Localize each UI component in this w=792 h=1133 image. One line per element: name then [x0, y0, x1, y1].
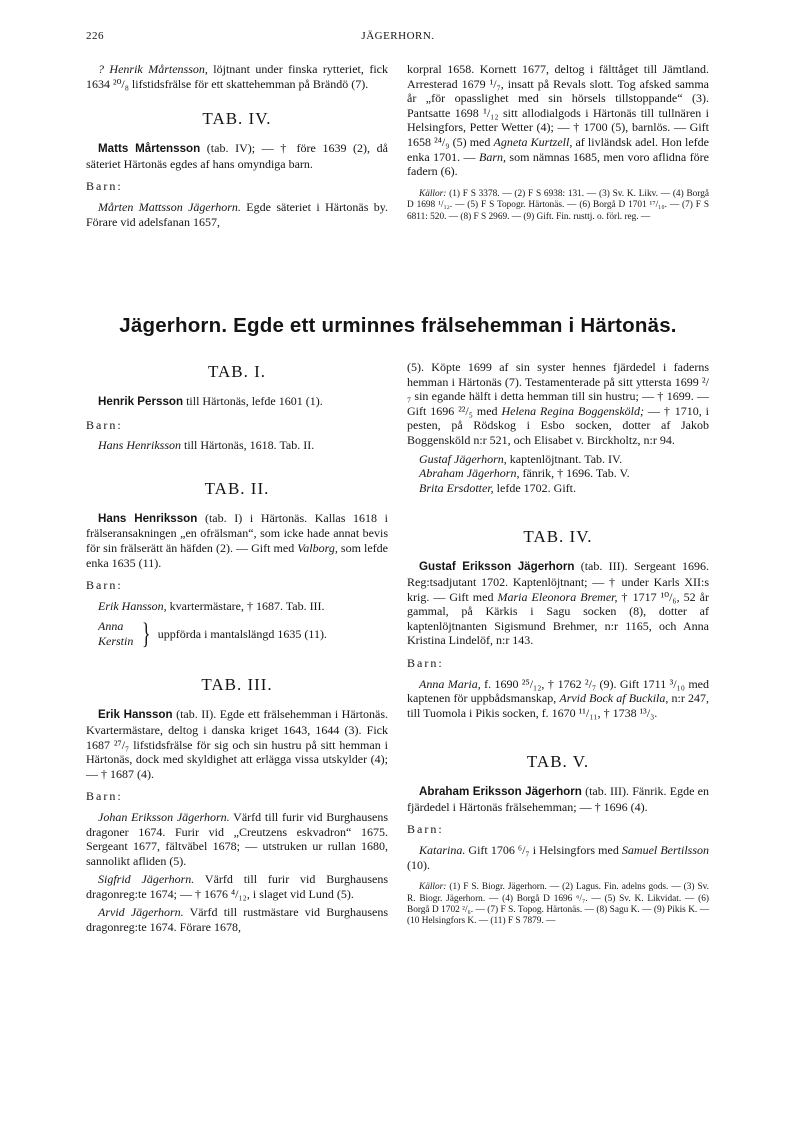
entry-text: som nämnas 1685, men voro aflidna före fadern (6). [407, 149, 710, 179]
entry-text: (tab. III). Fänrik. Egde en fjärdedel i Härtonäs frälsehemman; — † 1696 (4). [407, 784, 709, 814]
entry-text: till Härtonäs, 1618. Tab. II. [181, 438, 315, 453]
johan-entry [86, 810, 388, 868]
brace-names [98, 619, 133, 649]
entry-text: till Härtonäs, lefde 1601 (1). [183, 394, 323, 408]
entry-text: Värfd till rustmästare vid Burghausens dragonreg:te 1674. Förare 1678, [86, 905, 388, 935]
sigfrid-entry [86, 872, 388, 901]
entry-text: fänrik, † 1696. Tab. V. [519, 466, 630, 481]
erik-hansson-child [86, 599, 388, 614]
person-name: Matts Mårtensson [98, 142, 201, 156]
person-name: Katarina. [419, 843, 466, 858]
person-name: Maria Eleonora Bremer, [497, 589, 618, 604]
entry-text: f. 1690 ²⁵/₁₂, † 1762 ²/₇ (9). Gift 1711 ³/₁₀ med kaptenen för uppbådsmanskap, [407, 676, 709, 706]
sources-text: (1) F S. Biogr. Jägerhorn. — (2) Lagus. Fin. adelns gods. — (3) Sv. R. Biogr. Jägerhorn. — (4) Borgå D 1696 ⁶/₇. — (5) Sv. K. Likvidat. — (6) Borgå D 1702 ²/₆. — (7) F S. Topog. Härtonäs. — (8) Sagu K. — (9) Pikis K. — (10 Helsingfors K. — (11) F S 7879. — [407, 882, 709, 927]
person-name: Brita Ersdotter, [419, 480, 494, 495]
entry-text: som lefde enka 1635 (11). [86, 540, 388, 570]
children-label: Barn: [86, 179, 123, 194]
children-label: Barn: [407, 822, 444, 837]
person-name: Hans Henriksson [98, 511, 198, 525]
running-title: JÄGERHORN. [361, 30, 435, 42]
henrik-martensson-entry [86, 62, 388, 91]
gustaf-eriksson-entry [407, 559, 709, 648]
abraham-eriksson-entry [407, 784, 709, 814]
person-name: Anna [98, 619, 124, 634]
entry-text: uppförda i mantalslängd 1635 (11). [157, 627, 327, 642]
person-name: ? Henrik Mårtensson, [98, 62, 208, 76]
page-number: 226 [86, 30, 104, 42]
entry-text: Värfd till furir vid Burghausens dragoner 1674. Furir vid „Creutzens eskvadron“ 1675. Sergeant 1677, fältväbel 1678; — utstruken ur rullan 1680, sannolikt afliden (5). [86, 809, 388, 868]
person-name: Abraham Eriksson Jägerhorn [419, 785, 582, 799]
sources-label: Källor: [419, 882, 447, 893]
entry-text: kaptenlöjtnant. [506, 451, 582, 466]
family-title: Jägerhorn. Egde ett urminnes frälsehemman i Härtonäs. [119, 314, 677, 337]
children-label: Barn: [407, 655, 444, 670]
entry-text: Tab. IV. [581, 451, 623, 466]
erik-hansson-entry [86, 707, 388, 781]
anna-maria-entry [407, 677, 709, 721]
entry-text: (tab. I) i Härtonäs. Kallas 1618 i frälseransakningen „en ofrälsman“, som icke hade annat bevis för sin frälserätt än häfden (2). — Gift med [86, 510, 388, 555]
entry-text: (tab. II). Egde ett frälsehemman i Härtonäs. Kvartermästare, deltog i danska kriget 1643, 1644 (3). Fick 1687 ²⁷/₇ lifstidsfrälse för sig och sin hustru på sitt hemman i Härtonäs, dock med skyldighet att erlägga vissa utskylder (4); — † 1687 (4). [86, 707, 388, 781]
arvid-entry [86, 905, 388, 934]
children-label: Barn: [86, 578, 123, 593]
arvid-continuation [407, 360, 709, 448]
entry-text: — † 1710, i pesten, på Rödskog i Esbo socken, dotter af Jakob Boggensköld n:r 521, och Elisabet v. Birckholtz, n:r 94. [407, 403, 710, 447]
tab-heading: TAB. I. [207, 362, 267, 381]
person-name: Gustaf Jägerhorn, [419, 451, 507, 466]
matts-martensson-entry [86, 141, 388, 171]
top-right-column [407, 62, 709, 227]
entry-text: (5). Köpte 1699 af sin syster hennes fjärdedel i faderns hemman i Härtonäs (7). Testamenterade på sitt yttersta 1699 ²/₇ sin egande hälft i detta hemman till sin hustru; — † 1699. — Gift 1696 ²²/₅ med [407, 360, 709, 418]
entry-text: (tab. III). Sergeant 1696. Reg:tsadjutant 1702. Kaptenlöjtnant; — † under Karls XII:s krig. — Gift med [407, 559, 710, 604]
tab-heading: TAB. V. [526, 752, 590, 772]
person-name: Sigfrid Jägerhorn. [98, 872, 195, 887]
person-name: Kerstin [98, 634, 134, 649]
person-name: Erik Hansson [98, 708, 173, 722]
tab-heading: TAB. IV. [202, 109, 272, 129]
person-name: Hans Henriksson [98, 438, 181, 453]
entry-text: kvartermästare, † 1687. Tab. III. [166, 598, 325, 613]
tab-heading: TAB. II. [204, 478, 270, 498]
entry-text: † 1717 ¹⁰/₆, 52 år gammal, på Kärkis i Sagu socken (8), dotter af kaptenlöjtnanten Sigismund Brehmer, n:r 1165, och Anna Kristina Lindelöf, n:r 143. [407, 589, 710, 648]
sources-note [407, 189, 709, 223]
hans-henriksson-child [86, 438, 388, 453]
entry-text: korpral 1658. Kornett 1677, deltog i fälttåget till Jämtland. Arresterad 1679 ¹/₇, insatt på Revals slott. Tog afsked samma år „för opasslighet med sin hörsels tillstoppande“ (3). Pantsatte 1698 ¹/₁₂ sitt allodialgods i Härtonäs till tullnären i Helsingfors, Petter Wetter (4); — † 1700 (5), barnlös. — Gift 1658 ²⁴/₉ (5) med [407, 62, 709, 149]
person-name: Henrik Persson [98, 395, 184, 408]
person-name: Arvid Jägerhorn. [98, 905, 184, 920]
brace-symbol: } [142, 617, 151, 651]
anna-kerstin-entry [86, 619, 388, 649]
right-column [407, 360, 709, 932]
children-term: Barn, [478, 149, 506, 164]
person-name: Abraham Jägerhorn, [419, 466, 520, 481]
person-name: Gustaf Eriksson Jägerhorn [419, 560, 575, 574]
abraham-child [407, 466, 709, 481]
person-name: Mårten Mattsson Jägerhorn. [98, 199, 241, 214]
entry-text: (10). [407, 857, 430, 872]
entry-text: n:r 247, till Tuomola i Pikis socken, f. 1670 ¹¹/₁₁, † 1738 ¹³/₃. [407, 691, 709, 720]
henrik-persson-entry [86, 394, 388, 410]
person-name: Erik Hansson, [98, 598, 167, 613]
top-left-column [86, 62, 388, 233]
sources-text: (1) F S 3378. — (2) F S 6938: 131. — (3) Sv. K. Likv. — (4) Borgå D 1698 ¹/₁₂. — (5) F S Topogr. Härtonäs. — (6) Borgå D 1701 ¹⁷/₁₀. — (7) F S 6811: 520. — (8) F S 2969. — (9) Gift. Fin. rusttj. o. förl. reg. — [407, 188, 709, 222]
person-name: Helena Regina Boggensköld; [501, 403, 644, 418]
entry-text: Egde säteriet i Härtonäs by. Förare vid adelsfanan 1657, [86, 199, 388, 229]
tab-heading: TAB. III. [201, 675, 273, 695]
person-name: Johan Eriksson Jägerhorn. [98, 809, 230, 824]
children-label: Barn: [86, 789, 123, 804]
running-head [86, 30, 710, 46]
children-label: Barn: [86, 417, 123, 432]
person-name: Samuel Bertilsson [621, 843, 709, 858]
entry-text: lefde 1702. Gift. [493, 480, 576, 495]
entry-text: af livländsk adel. Hon lefde enka 1701. — [407, 134, 709, 164]
person-name: Anna Maria, [419, 676, 481, 691]
person-name: Valborg, [297, 540, 338, 555]
entry-text: löjtnant under finska rytteriet, fick 1634 ²⁰/₈ lifstidsfrälse för ett skattehemman på Brändö (7). [86, 62, 388, 91]
entry-text: Gift 1706 ⁶/₇ i Helsingfors med [465, 843, 622, 858]
sources-note [407, 882, 709, 928]
marten-continuation [407, 62, 709, 179]
sources-label: Källor: [419, 188, 447, 199]
person-name: Arvid Bock af Buckila, [559, 691, 669, 706]
hans-henriksson-entry [86, 511, 388, 570]
left-column [86, 348, 388, 939]
marten-mattsson-entry [86, 200, 388, 229]
gustaf-child [407, 452, 709, 467]
person-name: Agneta Kurtzell, [493, 134, 573, 149]
entry-text: Värfd till furir vid Burghausens dragonreg:te 1674; — † 1676 ⁴/₁₂, i slaget vid Lund (5). [86, 872, 388, 901]
katarina-entry [407, 843, 709, 872]
tab-heading: TAB. IV. [523, 527, 593, 547]
brita-child [407, 481, 709, 496]
entry-text: (tab. IV); — † före 1639 (2), då säteriet Härtonäs egdes af hans omyndiga barn. [86, 141, 388, 171]
